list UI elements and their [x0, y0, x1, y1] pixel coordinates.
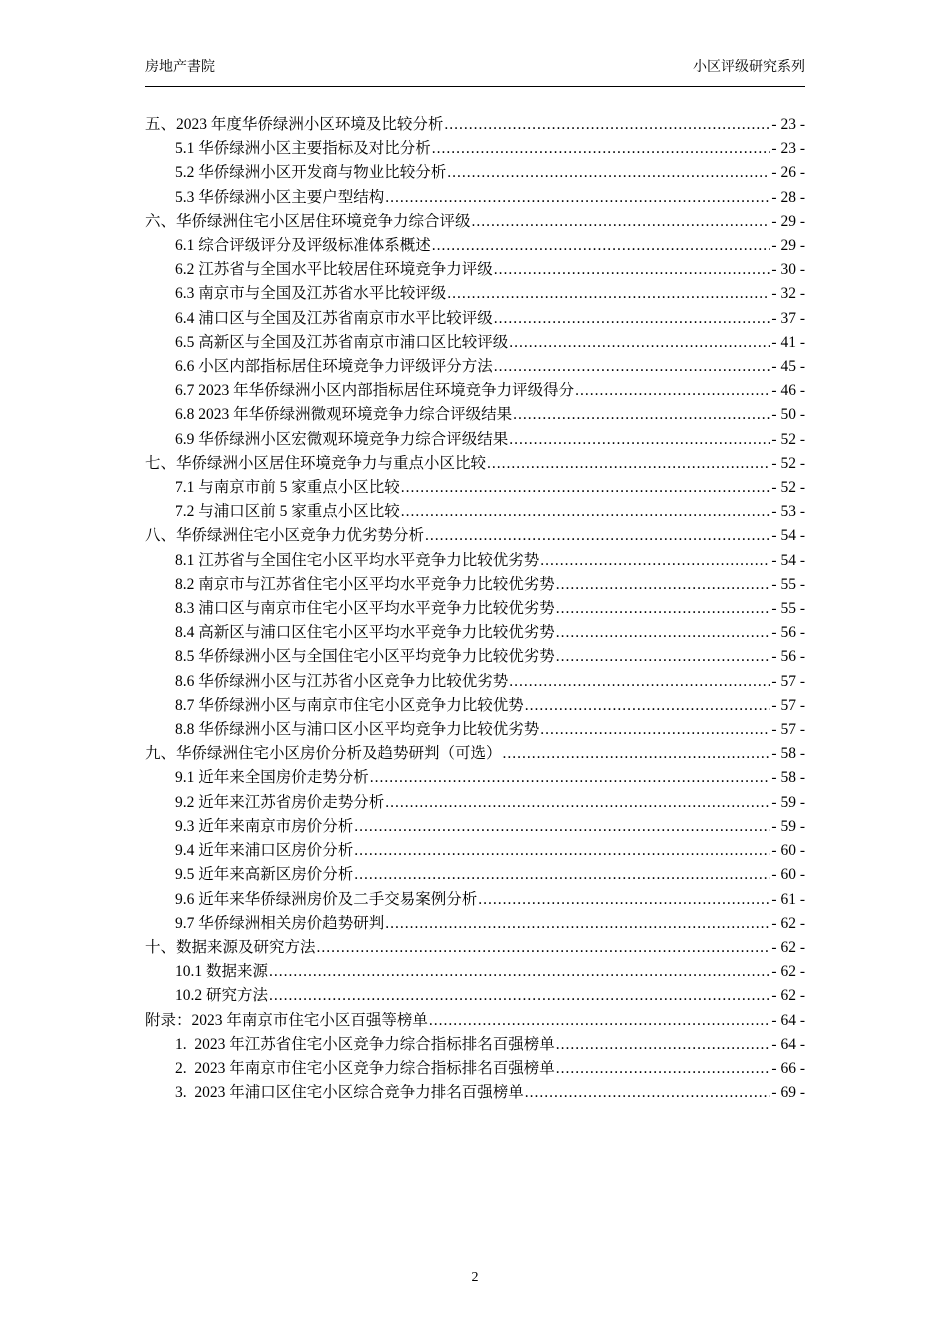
toc-entry-page: - 32 - [771, 285, 805, 303]
toc-entry-page: - 59 - [771, 817, 805, 835]
dot-leader [354, 839, 770, 863]
toc-entry[interactable] [145, 766, 805, 790]
dot-leader [429, 1009, 771, 1033]
toc-entry-page: - 53 - [771, 503, 805, 521]
toc-entry-title: 九、华侨绿洲住宅小区房价分析及趋势研判（可选） [145, 745, 502, 763]
dot-leader [494, 258, 771, 282]
toc-entry-page: - 55 - [771, 575, 805, 593]
toc-entry-title: 6.3 南京市与全国及江苏省水平比较评级 [175, 285, 447, 303]
toc-entry-page: - 55 - [771, 600, 805, 618]
toc-entry-title: 七、华侨绿洲小区居住环境竞争力与重点小区比较 [145, 454, 487, 472]
toc-entry-page: - 30 - [771, 261, 805, 279]
toc-entry-title: 7.1 与南京市前 5 家重点小区比较 [175, 479, 400, 497]
toc-entry-title: 8.5 华侨绿洲小区与全国住宅小区平均竞争力比较优劣势 [175, 648, 555, 666]
toc-entry-title: 9.4 近年来浦口区房价分析 [175, 842, 354, 860]
toc-entry-title: 9.2 近年来江苏省房价走势分析 [175, 793, 385, 811]
toc-entry-page: - 58 - [771, 769, 805, 787]
dot-leader [432, 234, 771, 258]
toc-entry[interactable] [145, 694, 805, 718]
toc-entry[interactable] [145, 1057, 805, 1081]
toc-entry-page: - 28 - [771, 188, 805, 206]
dot-leader [425, 524, 770, 548]
dot-leader [385, 186, 770, 210]
toc-entry[interactable] [145, 718, 805, 742]
toc-entry-title: 6.4 浦口区与全国及江苏省南京市水平比较评级 [175, 309, 493, 327]
toc-entry[interactable] [145, 936, 805, 960]
toc-entry-page: - 50 - [771, 406, 805, 424]
toc-entry-page: - 62 - [771, 914, 805, 932]
dot-leader [509, 331, 770, 355]
toc-entry-title: 6.9 华侨绿洲小区宏微观环境竞争力综合评级结果 [175, 430, 509, 448]
toc-entry[interactable] [145, 960, 805, 984]
toc-entry[interactable] [145, 670, 805, 694]
toc-entry-title: 6.6 小区内部指标居住环境竞争力评级评分方法 [175, 358, 493, 376]
dot-leader [401, 500, 771, 524]
dot-leader [556, 573, 771, 597]
toc-entry-page: - 57 - [771, 696, 805, 714]
toc-entry-title: 五、2023 年度华侨绿洲小区环境及比较分析 [145, 116, 444, 133]
dot-leader [370, 766, 771, 790]
table-of-contents [145, 113, 805, 1105]
toc-entry-title: 9.6 近年来华侨绿洲房价及二手交易案例分析 [175, 890, 478, 908]
dot-leader [556, 1057, 771, 1081]
page-number: 2 [471, 1270, 479, 1285]
toc-entry-page: - 56 - [771, 624, 805, 642]
toc-entry[interactable] [145, 307, 805, 331]
toc-entry[interactable] [145, 742, 805, 766]
toc-entry-title: 8.6 华侨绿洲小区与江苏省小区竞争力比较优劣势 [175, 672, 509, 690]
dot-leader [478, 888, 770, 912]
toc-entry-title: 六、华侨绿洲住宅小区居住环境竞争力综合评级 [145, 212, 471, 230]
dot-leader [444, 113, 770, 137]
toc-entry[interactable] [145, 815, 805, 839]
toc-entry-page: - 61 - [771, 890, 805, 908]
toc-entry-title: 9.3 近年来南京市房价分析 [175, 817, 354, 835]
toc-entry[interactable] [145, 282, 805, 306]
toc-entry-page: - 60 - [771, 842, 805, 860]
toc-entry[interactable] [145, 573, 805, 597]
toc-entry[interactable] [145, 379, 805, 403]
toc-entry[interactable] [145, 1081, 805, 1105]
toc-entry-page: - 23 - [771, 116, 805, 133]
toc-entry-page: - 64 - [771, 1035, 805, 1053]
toc-entry-page: - 26 - [771, 164, 805, 182]
dot-leader [354, 815, 770, 839]
dot-leader [354, 863, 770, 887]
toc-entry[interactable] [145, 186, 805, 210]
dot-leader [509, 428, 770, 452]
dot-leader [385, 791, 770, 815]
toc-entry-title: 7.2 与浦口区前 5 家重点小区比较 [175, 503, 400, 521]
dot-leader [575, 379, 770, 403]
dot-leader [525, 1081, 771, 1105]
dot-leader [509, 670, 770, 694]
toc-entry[interactable] [145, 549, 805, 573]
dot-leader [525, 694, 771, 718]
toc-entry[interactable] [145, 113, 805, 137]
toc-entry-page: - 62 - [771, 987, 805, 1005]
dot-leader [540, 549, 770, 573]
dot-leader [556, 645, 771, 669]
dot-leader [556, 1033, 771, 1057]
toc-entry[interactable] [145, 476, 805, 500]
dot-leader [401, 476, 771, 500]
toc-entry-page: - 46 - [771, 382, 805, 400]
toc-entry-page: - 62 - [771, 963, 805, 981]
dot-leader [447, 161, 770, 185]
toc-entry[interactable] [145, 645, 805, 669]
toc-entry[interactable] [145, 331, 805, 355]
dot-leader [556, 621, 771, 645]
toc-entry[interactable] [145, 621, 805, 645]
page-header [145, 58, 805, 87]
toc-entry-title: 5.2 华侨绿洲小区开发商与物业比较分析 [175, 164, 447, 182]
toc-entry-title: 9.1 近年来全国房价走势分析 [175, 769, 369, 787]
toc-entry[interactable] [145, 428, 805, 452]
dot-leader [447, 282, 770, 306]
toc-entry-page: - 69 - [771, 1084, 805, 1102]
toc-entry[interactable] [145, 863, 805, 887]
toc-entry-page: - 59 - [771, 793, 805, 811]
toc-entry-title: 9.7 华侨绿洲相关房价趋势研判 [175, 914, 385, 932]
toc-entry-title: 8.8 华侨绿洲小区与浦口区小区平均竞争力比较优劣势 [175, 721, 540, 739]
toc-entry-page: - 66 - [771, 1059, 805, 1077]
toc-entry[interactable] [145, 210, 805, 234]
toc-entry[interactable] [145, 161, 805, 185]
toc-entry-page: - 57 - [771, 721, 805, 739]
toc-entry-page: - 60 - [771, 866, 805, 884]
header-right-text: 小区评级研究系列 [693, 60, 805, 75]
toc-entry-title: 10.1 数据来源 [175, 963, 269, 981]
toc-entry-title: 6.7 2023 年华侨绿洲小区内部指标居住环境竞争力评级得分 [175, 382, 575, 400]
toc-entry-title: 9.5 近年来高新区房价分析 [175, 866, 354, 884]
toc-entry[interactable] [145, 234, 805, 258]
dot-leader [540, 718, 770, 742]
toc-entry-title: 八、华侨绿洲住宅小区竞争力优劣势分析 [145, 527, 425, 545]
dot-leader [487, 452, 770, 476]
dot-leader [556, 597, 771, 621]
toc-entry[interactable] [145, 355, 805, 379]
toc-entry-title: 6.2 江苏省与全国水平比较居住环境竞争力评级 [175, 261, 493, 279]
toc-entry[interactable] [145, 258, 805, 282]
toc-entry[interactable] [145, 839, 805, 863]
dot-leader [269, 960, 770, 984]
header-left-text: 房地产書院 [145, 60, 215, 75]
toc-entry-title: 8.3 浦口区与南京市住宅小区平均水平竞争力比较优劣势 [175, 600, 555, 618]
toc-entry-page: - 52 - [771, 430, 805, 448]
toc-entry-page: - 45 - [771, 358, 805, 376]
toc-entry-title: 8.7 华侨绿洲小区与南京市住宅小区竞争力比较优势 [175, 696, 524, 714]
toc-entry-title: 8.2 南京市与江苏省住宅小区平均水平竞争力比较优劣势 [175, 575, 555, 593]
toc-entry-title: 5.3 华侨绿洲小区主要户型结构 [175, 188, 385, 206]
toc-entry-page: - 29 - [771, 212, 805, 230]
toc-entry-page: - 64 - [771, 1011, 805, 1029]
toc-entry-title: 3. 2023 年浦口区住宅小区综合竞争力排名百强榜单 [175, 1084, 524, 1102]
dot-leader [513, 403, 770, 427]
toc-entry-title: 8.4 高新区与浦口区住宅小区平均水平竞争力比较优劣势 [175, 624, 555, 642]
toc-entry-page: - 54 - [771, 527, 805, 545]
toc-entry-title: 6.8 2023 年华侨绿洲微观环境竞争力综合评级结果 [175, 406, 513, 424]
dot-leader [494, 307, 771, 331]
toc-entry[interactable] [145, 452, 805, 476]
dot-leader [317, 936, 771, 960]
toc-entry-page: - 37 - [771, 309, 805, 327]
toc-entry-page: - 41 - [771, 333, 805, 351]
dot-leader [269, 984, 770, 1008]
toc-entry-title: 6.5 高新区与全国及江苏省南京市浦口区比较评级 [175, 333, 509, 351]
toc-entry-page: - 56 - [771, 648, 805, 666]
toc-entry-title: 十、数据来源及研究方法 [145, 938, 316, 956]
toc-entry-title: 5.1 华侨绿洲小区主要指标及对比分析 [175, 140, 431, 158]
dot-leader [494, 355, 771, 379]
toc-entry[interactable] [145, 524, 805, 548]
toc-entry-title: 2. 2023 年南京市住宅小区竞争力综合指标排名百强榜单 [175, 1059, 555, 1077]
toc-entry-page: - 52 - [771, 454, 805, 472]
toc-entry-title: 6.1 综合评级评分及评级标准体系概述 [175, 237, 431, 255]
toc-entry-page: - 62 - [771, 938, 805, 956]
toc-entry[interactable] [145, 500, 805, 524]
toc-entry-page: - 57 - [771, 672, 805, 690]
dot-leader [385, 912, 770, 936]
toc-entry-page: - 52 - [771, 479, 805, 497]
toc-entry-page: - 54 - [771, 551, 805, 569]
toc-entry[interactable] [145, 791, 805, 815]
toc-entry-title: 10.2 研究方法 [175, 987, 269, 1005]
toc-entry[interactable] [145, 912, 805, 936]
toc-entry-page: - 29 - [771, 237, 805, 255]
toc-entry-title: 附录：2023 年南京市住宅小区百强等榜单 [145, 1011, 428, 1029]
toc-entry[interactable] [145, 888, 805, 912]
toc-entry[interactable] [145, 137, 805, 161]
toc-entry[interactable] [145, 597, 805, 621]
toc-entry-page: - 23 - [771, 140, 805, 158]
toc-entry-title: 8.1 江苏省与全国住宅小区平均水平竞争力比较优劣势 [175, 551, 540, 569]
page-footer [0, 1270, 950, 1286]
toc-entry[interactable] [145, 984, 805, 1008]
dot-leader [503, 742, 771, 766]
toc-entry-title: 1. 2023 年江苏省住宅小区竞争力综合指标排名百强榜单 [175, 1035, 555, 1053]
dot-leader [472, 210, 771, 234]
toc-entry[interactable] [145, 403, 805, 427]
toc-entry[interactable] [145, 1009, 805, 1033]
dot-leader [432, 137, 771, 161]
toc-entry-page: - 58 - [771, 745, 805, 763]
toc-entry[interactable] [145, 1033, 805, 1057]
